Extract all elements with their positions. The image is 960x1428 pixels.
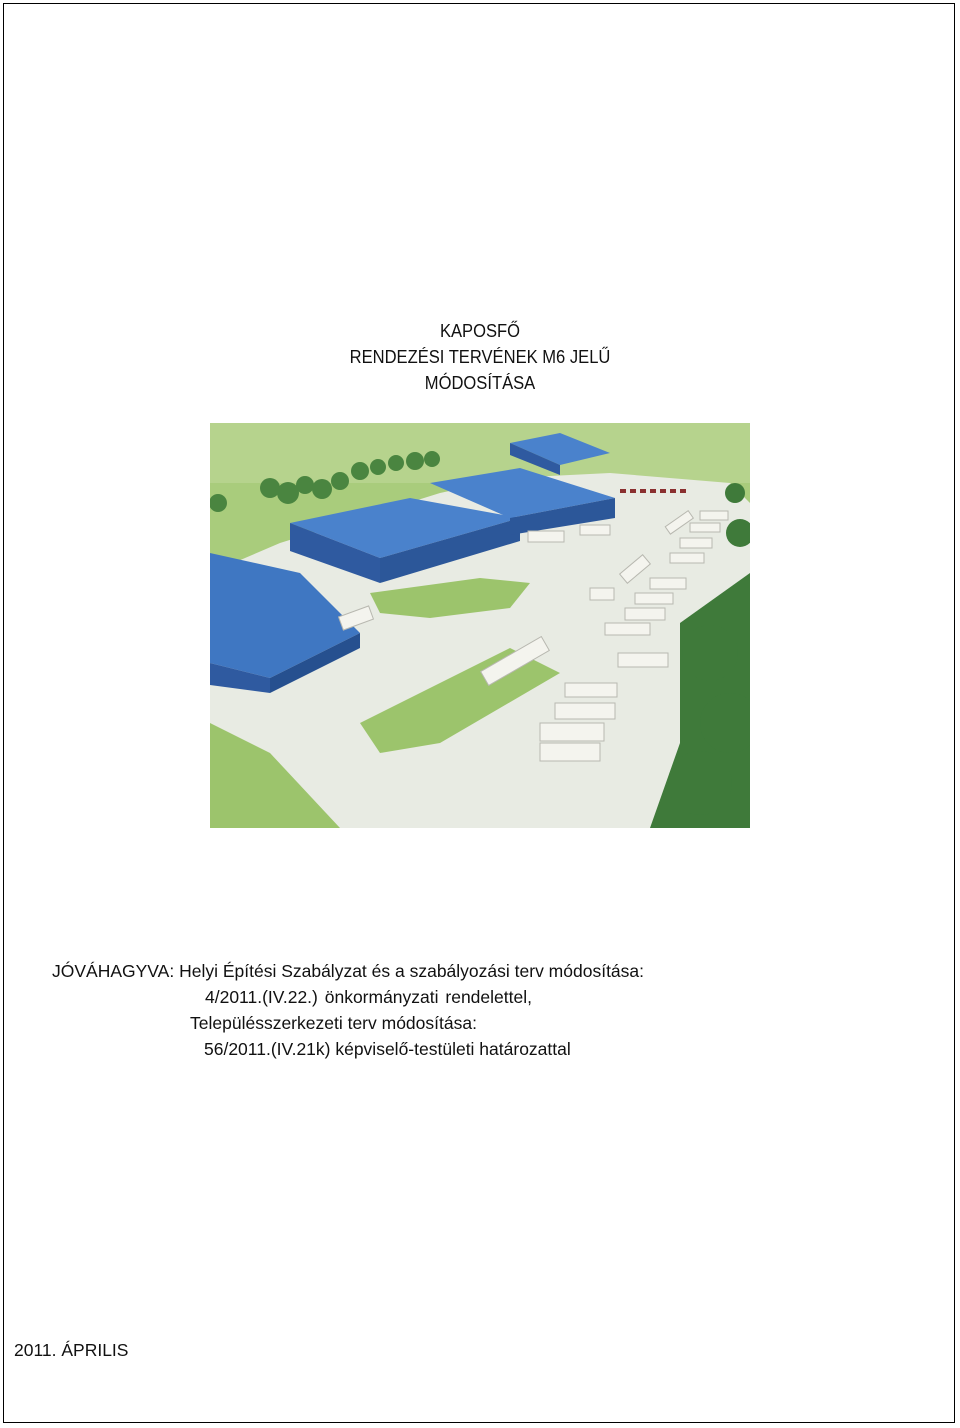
approval-line-4: 56/2011.(IV.21k) képviselő-testületi határozattal	[204, 1039, 571, 1059]
approval-line-2: 4/2011.(IV.22.) önkormányzati rendelettel,	[205, 987, 532, 1007]
title-line-1: KAPOSFŐ	[439, 321, 521, 341]
title-line-2: RENDEZÉSI TERVÉNEK M6 JELŰ	[349, 347, 611, 367]
approval-line-3: Településszerkezeti terv módosítása:	[190, 1013, 477, 1033]
approval-line-1: JÓVÁHAGYVA: Helyi Építési Szabályzat és a szabályozási terv módosítása:	[52, 961, 645, 981]
document-date: 2011. ÁPRILIS	[14, 1340, 129, 1360]
title-block	[38, 318, 921, 396]
site-render-image	[210, 423, 750, 828]
approval-block	[52, 958, 752, 1062]
title-line-3: MÓDOSÍTÁSA	[424, 373, 536, 393]
